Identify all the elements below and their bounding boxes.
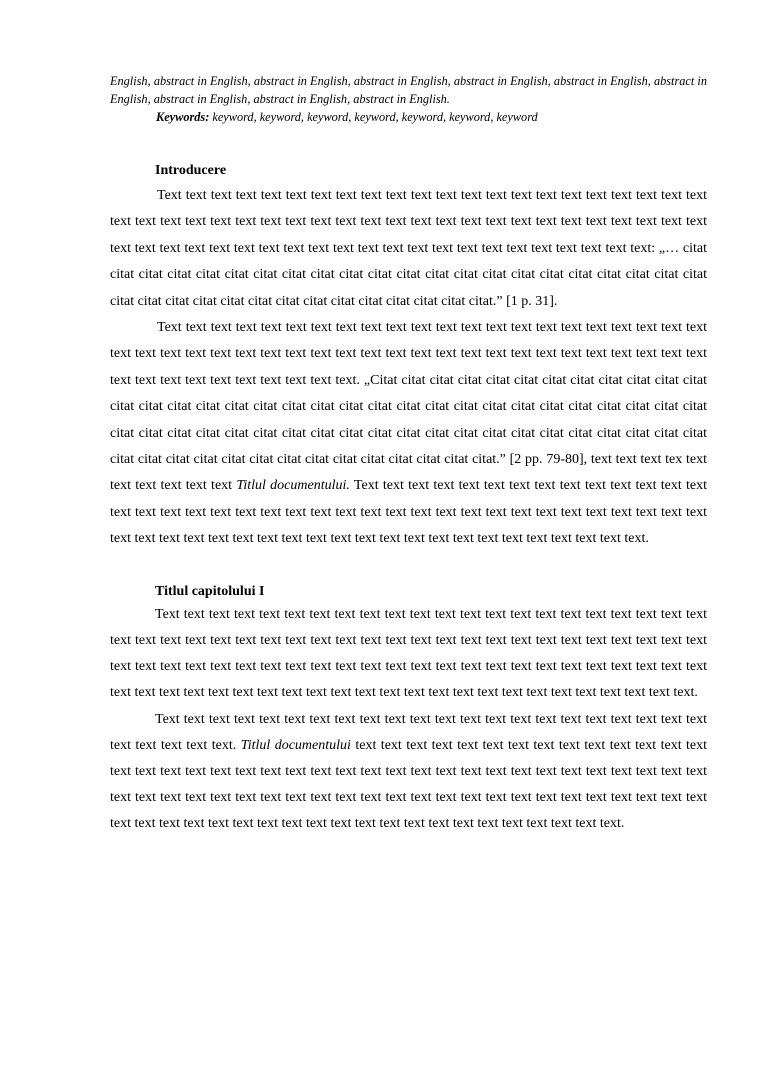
- document-page: [110, 72, 707, 838]
- paragraph-chapter-2-text-a: Text text text text text text text text text text text text text text text text text text text text text text text text text text text.: [110, 711, 707, 753]
- abstract-text: English, abstract in English, abstract in English, abstract in English, abstract in English, abstract in English, abstract in English, abstract in English, abstract in English, abstract in English.: [110, 74, 707, 106]
- paragraph-intro-2-text-b: Text text text text text text text text text text text text text text text text text text text text text text text text text text text text text text text text text text text text text text text text text text text text text text text text text text text text text text text text text text text text.: [110, 478, 708, 547]
- document-title-reference-2: Titlul documentului: [240, 737, 351, 753]
- paragraph-intro-2: [110, 315, 707, 553]
- document-title-reference: Titlul documentului.: [236, 478, 350, 494]
- paragraph-chapter-2-text-b: text text text text text text text text text text text text text text text text text text text text text text text text text text text text text text text text text text text text text text text text text text text text text text text text text text text text text text text text text text text text text text text text text text text text text text text text text text text text text text text text text text text.: [110, 737, 708, 832]
- paragraph-intro-1: Text text text text text text text text text text text text text text text text text text text text text text text text text text text text text text text text text text text text text text text text text text text text text text text text text text text text text text text text text text text text text text text text text text text text: „… citat citat citat citat citat citat citat citat citat citat citat citat citat citat citat citat citat citat citat citat citat citat citat citat citat citat citat citat citat citat citat citat citat citat citat citat.” [1 p. 31].: [110, 188, 707, 309]
- keywords-line: [110, 108, 707, 126]
- paragraph-chapter-1: Text text text text text text text text text text text text text text text text text text text text text text text text text text text text text text text text text text text text text text text text text text text text text text text text text text text text text text text text text text text text text text text text text text text text text text text text text text text text text text text text text text text text text text text text text text text text text text.: [110, 606, 707, 701]
- section-heading-chapter-1: Titlul capitolului I: [155, 583, 265, 599]
- section-heading-introducere: Introducere: [155, 163, 227, 178]
- keywords-label: Keywords:: [156, 110, 210, 124]
- paragraph-chapter-2: [110, 707, 707, 838]
- paragraph-intro-2-text-a: Text text text text text text text text text text text text text text text text text text text text text text text text text text text text text text text text text text text text text text text text text text text text text text text text text text text text text text text text. „Citat citat citat citat citat citat citat citat citat citat citat citat citat citat citat citat citat citat citat citat citat citat citat citat citat citat citat citat citat citat citat citat citat citat citat citat citat citat citat citat citat citat citat citat citat citat citat citat citat citat citat citat citat citat citat citat citat citat citat citat citat citat citat citat citat citat citat citat.” [2 pp. 79-80], text text text tex text text text text text text: [110, 320, 707, 494]
- keywords-list: keyword, keyword, keyword, keyword, keyword, keyword, keyword: [209, 110, 538, 124]
